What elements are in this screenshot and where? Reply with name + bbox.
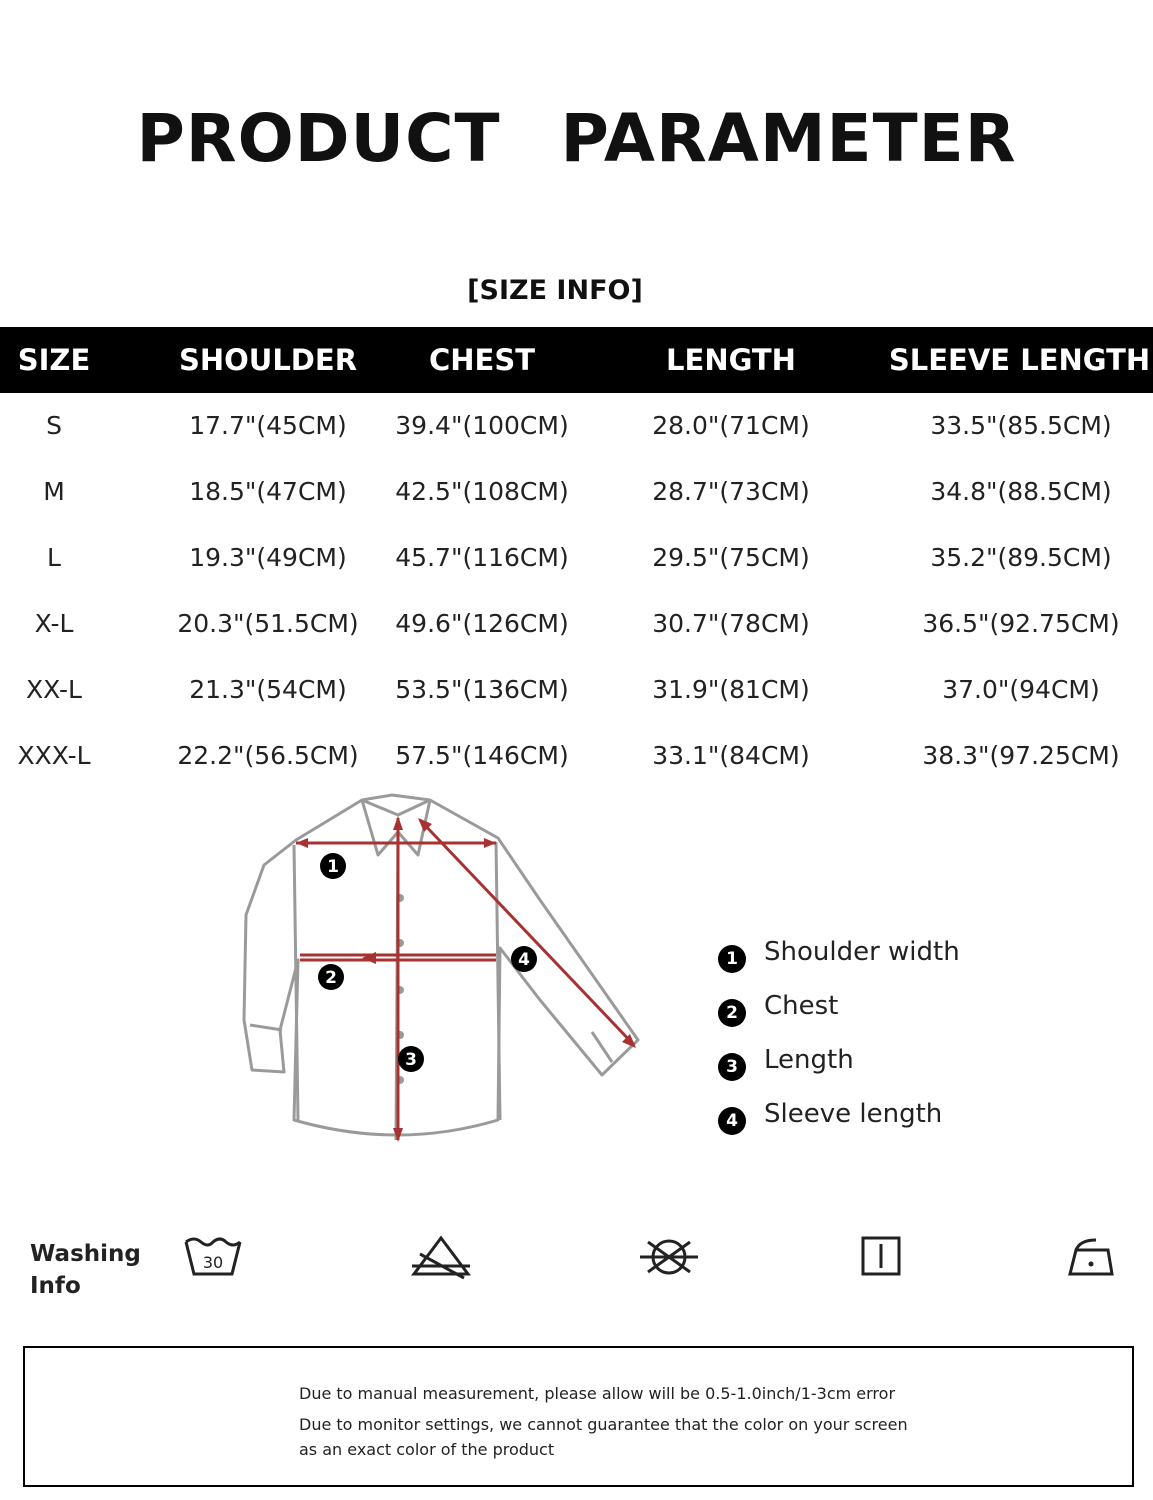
- legend-label: Sleeve length: [764, 1099, 943, 1129]
- washing-label-line1: Washing: [30, 1241, 141, 1267]
- legend-item: [718, 989, 1138, 1043]
- legend-item: [718, 935, 1138, 989]
- shoulder-cell: 19.3"(49CM): [189, 543, 347, 572]
- table-row: [0, 657, 1153, 723]
- table-row: [0, 393, 1153, 459]
- legend-item: [718, 1043, 1138, 1097]
- size-cell: XXX-L: [17, 741, 91, 770]
- length-cell: 31.9"(81CM): [652, 675, 810, 704]
- measure-lines: [296, 816, 636, 1142]
- wash-30-icon: [180, 1230, 246, 1284]
- do-not-bleach-icon: [408, 1230, 474, 1284]
- chest-cell: 49.6"(126CM): [395, 609, 569, 638]
- legend-number: 2: [718, 999, 746, 1027]
- line-dry-icon: [848, 1230, 914, 1284]
- shoulder-cell: 22.2"(56.5CM): [177, 741, 359, 770]
- header-chest: CHEST: [428, 343, 536, 377]
- shoulder-cell: 18.5"(47CM): [189, 477, 347, 506]
- diagram-marker-2: [318, 964, 344, 990]
- chest-cell: 57.5"(146CM): [395, 741, 569, 770]
- legend-label: Length: [764, 1045, 854, 1075]
- size-cell: XX-L: [26, 675, 82, 704]
- length-cell: 33.1"(84CM): [652, 741, 810, 770]
- disclaimer-line: Due to monitor settings, we cannot guarantee that the color on your screen: [299, 1415, 908, 1434]
- diagram-marker-4: [511, 946, 537, 972]
- diagram-marker-1: [320, 853, 346, 879]
- size-table-header: [0, 327, 1153, 393]
- table-row: [0, 591, 1153, 657]
- header-shoulder: SHOULDER: [178, 343, 358, 377]
- header-length: LENGTH: [666, 343, 796, 377]
- svg-text:2: 2: [325, 968, 337, 988]
- size-cell: M: [43, 477, 65, 506]
- length-cell: 28.7"(73CM): [652, 477, 810, 506]
- header-size: SIZE: [17, 343, 91, 377]
- shoulder-cell: 17.7"(45CM): [189, 411, 347, 440]
- chest-cell: 53.5"(136CM): [395, 675, 569, 704]
- svg-text:30: 30: [202, 1253, 224, 1272]
- do-not-tumble-dry-icon: [636, 1230, 702, 1284]
- size-cell: S: [46, 411, 62, 440]
- size-cell: X-L: [34, 609, 74, 638]
- arrow-head: [484, 838, 496, 848]
- sleeve-length-cell: 33.5"(85.5CM): [930, 411, 1112, 440]
- table-row: [0, 723, 1153, 789]
- arrow-head: [393, 816, 403, 830]
- legend-label: Shoulder width: [764, 937, 960, 967]
- svg-text:3: 3: [405, 1050, 417, 1070]
- shirt-outline: [244, 795, 638, 1140]
- legend-label: Chest: [764, 991, 839, 1021]
- table-row: [0, 459, 1153, 525]
- shoulder-cell: 20.3"(51.5CM): [177, 609, 359, 638]
- sleeve-length-cell: 34.8"(88.5CM): [930, 477, 1112, 506]
- measurement-legend: [718, 935, 1138, 1151]
- size-info-heading: [SIZE INFO]: [467, 275, 643, 306]
- size-cell: L: [47, 543, 61, 572]
- chest-cell: 39.4"(100CM): [395, 411, 569, 440]
- diagram-marker-3: [398, 1046, 424, 1072]
- sleeve-length-cell: 35.2"(89.5CM): [930, 543, 1112, 572]
- length-cell: 28.0"(71CM): [652, 411, 810, 440]
- header-sleeve-length: SLEEVE LENGTH: [888, 343, 1151, 377]
- sleeve-length-cell: 37.0"(94CM): [942, 675, 1100, 704]
- washing-label-line2: Info: [30, 1273, 81, 1299]
- sleeve-length-cell: 38.3"(97.25CM): [922, 741, 1120, 770]
- iron-low-icon: [1060, 1230, 1126, 1284]
- chest-cell: 45.7"(116CM): [395, 543, 569, 572]
- disclaimer-box: [23, 1346, 1134, 1487]
- shirt-measurement-diagram: [230, 785, 650, 1155]
- sleeve-length-cell: 36.5"(92.75CM): [922, 609, 1120, 638]
- chest-cell: 42.5"(108CM): [395, 477, 569, 506]
- table-row: [0, 525, 1153, 591]
- shoulder-cell: 21.3"(54CM): [189, 675, 347, 704]
- disclaimer-line: as an exact color of the product: [299, 1440, 555, 1459]
- svg-text:1: 1: [327, 857, 339, 877]
- length-cell: 29.5"(75CM): [652, 543, 810, 572]
- legend-number: 3: [718, 1053, 746, 1081]
- length-cell: 30.7"(78CM): [652, 609, 810, 638]
- legend-item: [718, 1097, 1138, 1151]
- svg-text:4: 4: [518, 950, 530, 970]
- legend-number: 4: [718, 1107, 746, 1135]
- legend-number: 1: [718, 945, 746, 973]
- washing-info-label: [30, 1238, 150, 1302]
- sleeve-measure-line: [420, 820, 634, 1045]
- page-title: PRODUCT PARAMETER: [136, 100, 1017, 177]
- disclaimer-line: Due to manual measurement, please allow will be 0.5-1.0inch/1-3cm error: [299, 1384, 896, 1403]
